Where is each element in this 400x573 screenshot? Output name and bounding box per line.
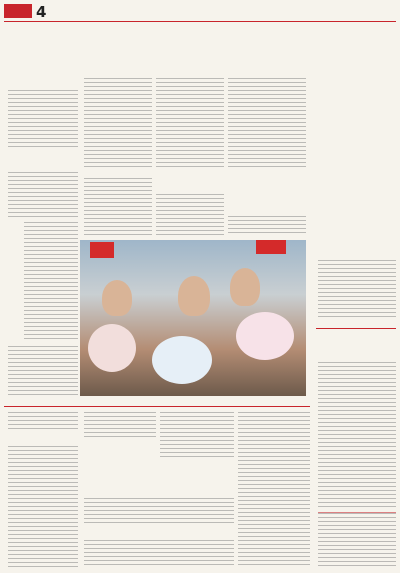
- person: [178, 276, 210, 316]
- protest-sign: [88, 324, 136, 372]
- bottom-mid-text-2: [160, 412, 234, 460]
- masthead-rule: [4, 21, 396, 22]
- left-article-text: [8, 90, 78, 150]
- left-article-text-4: [8, 346, 78, 398]
- flag: [256, 240, 286, 254]
- editor-credits: [318, 512, 396, 569]
- left-article-text-3: [24, 222, 78, 342]
- protest-sign: [236, 312, 294, 360]
- flag: [90, 242, 114, 258]
- center-article-text-2: [156, 78, 224, 170]
- person: [230, 268, 260, 306]
- center-article-text: [84, 78, 152, 170]
- section-tag: [4, 4, 32, 18]
- bottom-right-text: [238, 412, 310, 568]
- left-article-text-2: [8, 172, 78, 220]
- protest-sign: [152, 336, 212, 384]
- right-vertical-title: [326, 40, 394, 250]
- bottom-left-text: [8, 412, 78, 432]
- bottom-center-text-2: [84, 540, 234, 568]
- person: [102, 280, 132, 316]
- center-article-text-6: [228, 216, 306, 236]
- bottom-center-text: [84, 498, 234, 524]
- commentary-text: [318, 362, 396, 508]
- center-article-text-5: [156, 194, 224, 236]
- page-number: 4: [36, 3, 47, 21]
- center-article-text-4: [84, 178, 152, 236]
- section-divider: [4, 406, 310, 407]
- bottom-left-text-2: [8, 446, 78, 568]
- right-article-text: [318, 260, 396, 320]
- bottom-mid-text: [84, 412, 156, 438]
- section-divider: [316, 328, 396, 329]
- center-article-text-3: [228, 78, 306, 170]
- rally-photo: [80, 240, 306, 396]
